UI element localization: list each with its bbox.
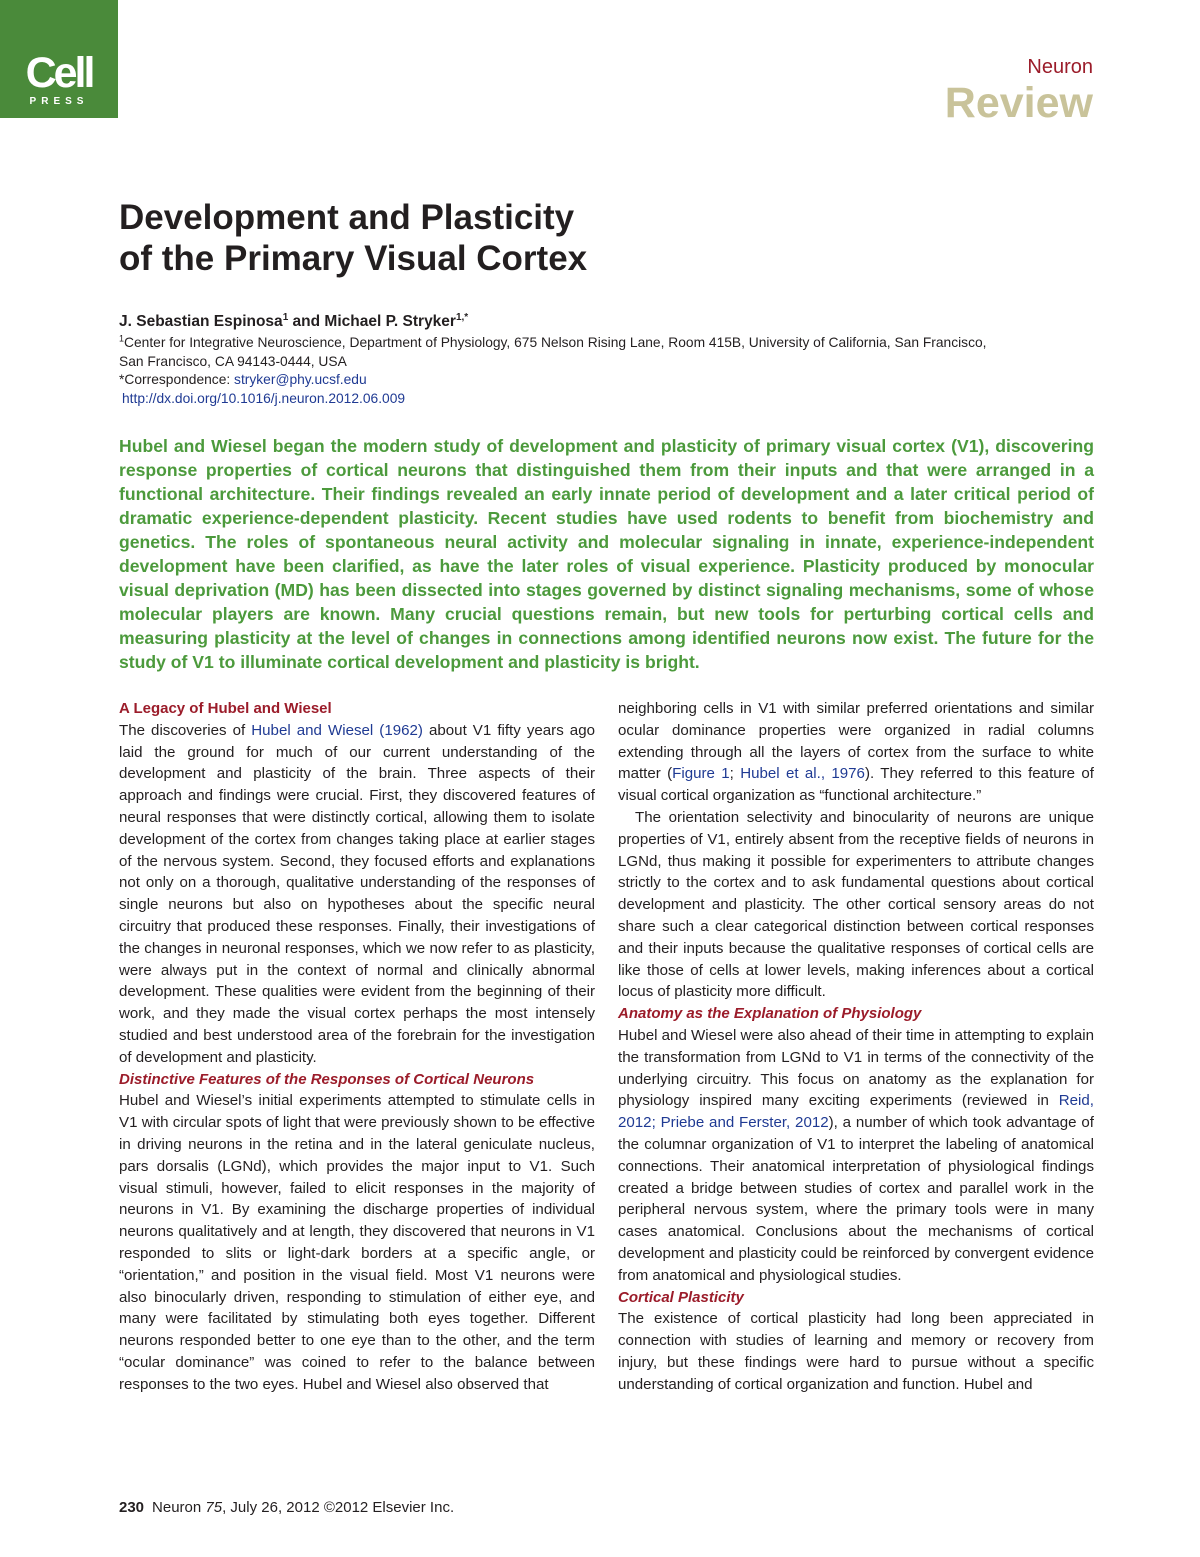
author-2: Michael P. Stryker <box>324 313 456 330</box>
affiliation-line-2: San Francisco, CA 94143-0444, USA <box>119 353 347 369</box>
journal-name: Neuron <box>1027 56 1093 78</box>
correspondence-label: *Correspondence: <box>119 372 235 387</box>
affiliation-line-1 <box>119 334 1094 353</box>
page-number: 230 <box>119 1499 145 1516</box>
author-1: J. Sebastian Espinosa <box>119 313 283 330</box>
paragraph-plasticity: The existence of cortical plasticity had long been appreciated in connection with studies of learning and memory or recovery from injury, but these findings were hard to pursue without a specific understanding of cortical organization and function. Hubel and <box>618 1310 1094 1393</box>
subsection-heading-anatomy: Anatomy as the Explanation of Physiology <box>618 1005 922 1023</box>
text-run: ; <box>729 765 741 783</box>
cell-press-logo <box>0 0 118 118</box>
right-column <box>618 698 1094 1396</box>
left-column <box>119 698 595 1396</box>
footer-date-copyright: , July 26, 2012 ©2012 Elsevier Inc. <box>222 1499 455 1516</box>
citation-hubel-wiesel-1962[interactable]: Hubel and Wiesel (1962) <box>251 721 423 739</box>
text-run: The discoveries of <box>119 721 252 739</box>
paragraph-orientation: The orientation selectivity and binocularity of neurons are unique properties of V1, entirely absent from the receptive fields of neurons in LGNd, thus making it possible for experimenters to attribute changes strictly to the cortex and to ask fundamental questions about cortical development and plasticity. The other cortical sensory areas do not share such a clear categorical distinction between cortical responses and their inputs because the qualitative responses of cortical cells are like those of cells at lower levels, making inferences about a cortical locus of plasticity more difficult. <box>618 808 1094 1001</box>
text-run: ), a number of which took advantage of the columnar organization of V1 to interpret the labeling of anatomical connections. Their anatomical interpretation of physiological findings created a bridge between studies of cortex and parallel work in the peripheral nervous system, where the primary tools were in many cases anatomical. Conclusions about the mechanisms of cortical development and plasticity could be reinforced by convergent evidence from anatomical and physiological studies. <box>618 1114 1094 1284</box>
author-2-affil: 1,* <box>455 311 469 323</box>
text-run: about V1 fifty years ago laid the ground for much of our current understanding of the development and plasticity of the brain. Three aspects of their approach and findings were crucial. First, they discovered features of neural responses that were distinctly cortical, allowing them to isolate development of the cortex from changes taking place at earlier stages of the nervous system. Second, they focused efforts and explanations not only on a thorough, qualitative understanding of the responses of single neurons but also on hypotheses about the specific neural circuitry that produced these responses. Finally, their investigations of the changes in neuronal responses, which we now refer to as plasticity, were always put in the context of normal and clinically abnormal development. These qualities were evident from the beginning of their work, and they made the visual cortex perhaps the most intensely studied and best understood area of the forebrain for the investigation of development and plasticity. <box>119 721 595 1066</box>
affiliation-text-1: Center for Integrative Neuroscience, Department of Physiology, 675 Nelson Rising Lane, Room 415B, University of California, San Francisco, <box>124 335 987 350</box>
logo-press: PRESS <box>29 96 89 107</box>
author-1-affil: 1 <box>282 311 289 323</box>
footer-journal: Neuron <box>152 1499 206 1516</box>
affiliation-block <box>119 334 1094 408</box>
doi-link[interactable]: http://dx.doi.org/10.1016/j.neuron.2012.06.009 <box>122 390 406 406</box>
section-heading-legacy: A Legacy of Hubel and Wiesel <box>119 700 332 717</box>
author-list <box>119 312 468 332</box>
email-link[interactable]: stryker@phy.ucsf.edu <box>234 372 367 387</box>
page-footer <box>119 1498 454 1518</box>
affiliation-sup: 1 <box>119 333 125 344</box>
paragraph-columns <box>618 698 1094 807</box>
paragraph-anatomy <box>618 1025 1094 1287</box>
footer-volume: 75 <box>205 1499 223 1516</box>
title-line-2: of the Primary Visual Cortex <box>119 239 588 278</box>
author-and: and <box>288 313 325 330</box>
citation-reid-priebe-2012[interactable]: Reid, 2012; Priebe and Ferster, 2012 <box>618 1092 1094 1132</box>
subsection-heading-distinctive: Distinctive Features of the Responses of Cortical Neurons <box>119 1070 535 1088</box>
subsection-heading-plasticity: Cortical Plasticity <box>618 1288 744 1306</box>
citation-figure-1[interactable]: Figure 1 <box>672 765 730 783</box>
abstract: Hubel and Wiesel began the modern study of development and plasticity of primary visual cortex (V1), discovering response properties of cortical neurons that distinguished them from their inputs and that were arranged in a functional architecture. Their findings revealed an early innate period of development and a later critical period of dramatic experience-dependent plasticity. Recent studies have used rodents to benefit from biochemistry and genetics. The roles of spontaneous neural activity and molecular signaling in innate, experience-independent development have been clarified, as have the later roles of visual experience. Plasticity produced by monocular visual deprivation (MD) has been dissected into stages governed by distinct signaling mechanisms, some of whose molecular players are known. Many crucial questions remain, but new tools for perturbing cortical cells and measuring plasticity at the level of changes in connections among identified neurons now exist. The future for the study of V1 to illuminate cortical development and plasticity is bright. <box>119 436 1094 672</box>
text-run: neighboring cells in V1 with similar preferred orientations and similar ocular dominance properties were organized in radial columns extending through all the layers of cortex from the surface to white matter ( <box>618 700 1094 783</box>
text-run: Hubel and Wiesel were also ahead of their time in attempting to explain the transformation from LGNd to V1 in terms of the connectivity of the underlying circuitry. This focus on anatomy as the explanation for physiology inspired many exciting experiments (reviewed in <box>618 1026 1094 1110</box>
citation-hubel-1976[interactable]: Hubel et al., 1976 <box>740 765 865 783</box>
section-label: Review <box>944 79 1093 127</box>
correspondence-line <box>119 371 1094 390</box>
article-title <box>119 197 1019 279</box>
paragraph-distinctive: Hubel and Wiesel’s initial experiments attempted to stimulate cells in V1 with circular spots of light that were previously shown to be effective in driving neurons in the retina and in the lateral geniculate nucleus, pars dorsalis (LGNd), which provides the major input to V1. Such visual stimuli, however, failed to elicit responses in the majority of neurons in V1. By examining the discharge properties of individual neurons qualitatively and at length, they discovered that neurons in V1 responded to slits or light-dark borders at a specific angle, or “orientation,” and position in the visual field. Most V1 neurons were also binocularly driven, responding to stimulation of either eye, and many were facilitated by stimulating both eyes together. Different neurons responded better to one eye than to the other, and the term “ocular dominance” was coined to refer to the balance between responses to the two eyes. Hubel and Wiesel also observed that <box>119 1092 595 1393</box>
logo-word: Cell <box>25 49 93 97</box>
text-run: ). They referred to this feature of visual cortical organization as “functional architecture.” <box>618 765 1095 805</box>
title-line-1: Development and Plasticity <box>119 198 575 237</box>
paragraph-legacy <box>119 720 595 1069</box>
